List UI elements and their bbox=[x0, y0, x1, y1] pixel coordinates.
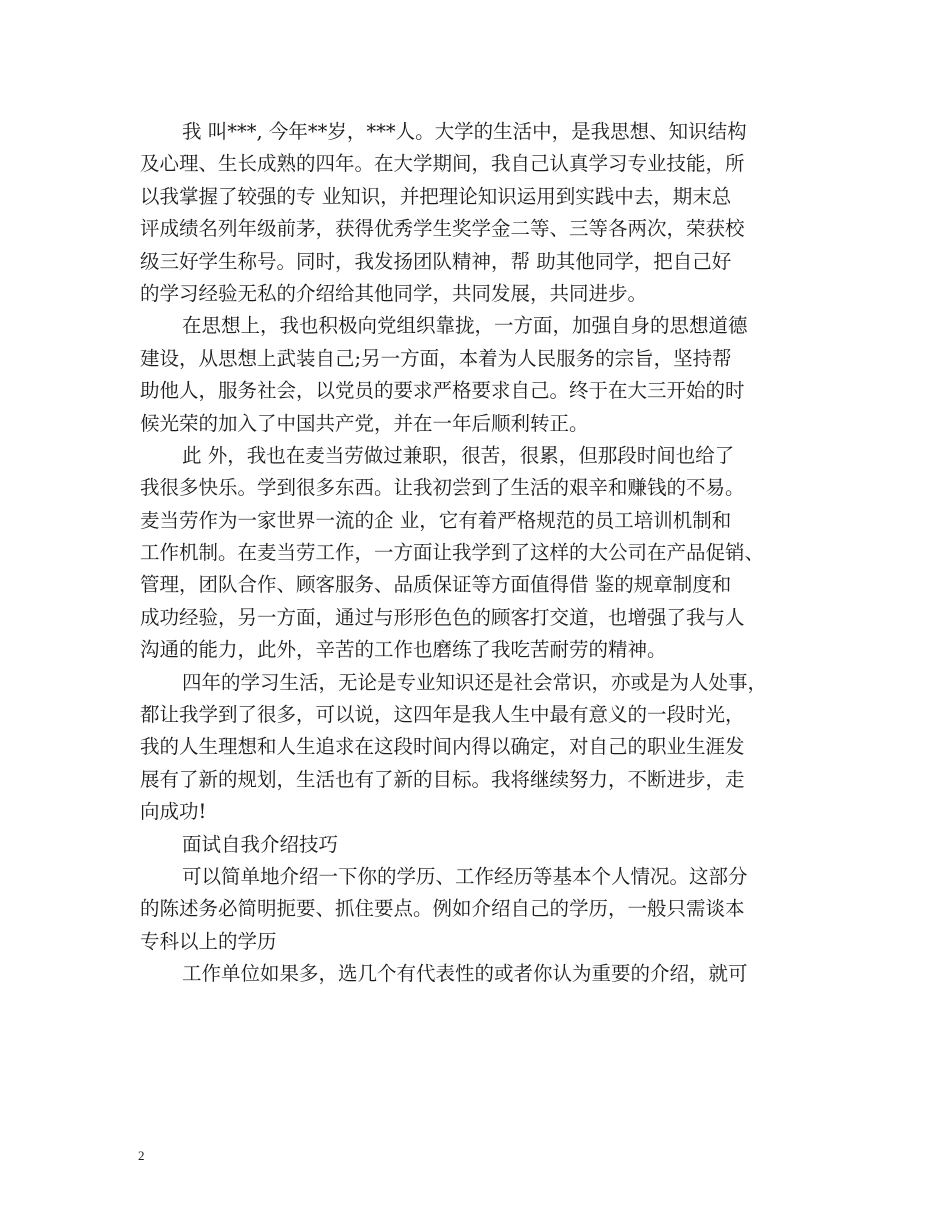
text-line: 四年的学习生活，无论是专业知识还是社会常识，亦或是为人处事， bbox=[182, 670, 768, 694]
text-line: 展有了新的规划，生活也有了新的目标。我将继续努力，不断进步，走 bbox=[140, 767, 745, 791]
text-line: 管理，团队合作、顾客服务、品质保证等方面值得借 鉴的规章制度和 bbox=[140, 573, 732, 597]
text-line: 的陈述务必简明扼要、抓住要点。例如介绍自己的学历，一般只需谈本 bbox=[140, 897, 745, 921]
text-line: 及心理、生长成熟的四年。在大学期间，我自己认真学习专业技能，所 bbox=[140, 152, 745, 176]
text-line: 在思想上，我也积极向党组织靠拢，一方面，加强自身的思想道德 bbox=[182, 314, 748, 338]
text-line: 建设，从思想上武装自己;另一方面，本着为人民服务的宗旨，坚持帮 bbox=[140, 346, 732, 370]
text-line: 向成功! bbox=[140, 800, 207, 824]
text-line: 麦当劳作为一家世界一流的企 业，它有着严格规范的员工培训机制和 bbox=[140, 508, 732, 532]
text-line: 的学习经验无私的介绍给其他同学，共同发展，共同进步。 bbox=[140, 281, 648, 305]
text-line: 工作单位如果多，选几个有代表性的或者你认为重要的介绍，就可 bbox=[182, 962, 748, 986]
text-line: 此 外，我也在麦当劳做过兼职，很苦，很累，但那段时间也给了 bbox=[182, 443, 735, 467]
text-line: 我的人生理想和人生追求在这段时间内得以确定，对自己的职业生涯发 bbox=[140, 735, 745, 759]
text-line: 候光荣的加入了中国共产党，并在一年后顺利转正。 bbox=[140, 411, 589, 435]
text-line: 沟通的能力，此外，辛苦的工作也磨练了我吃苦耐劳的精神。 bbox=[140, 638, 667, 662]
text-line: 可以简单地介绍一下你的学历、工作经历等基本个人情况。这部分 bbox=[182, 864, 748, 888]
document-body bbox=[140, 116, 820, 991]
text-line: 工作机制。在麦当劳工作，一方面让我学到了这样的大公司在产品促销、 bbox=[140, 541, 765, 565]
page-number: 2 bbox=[138, 1148, 145, 1163]
text-line: 我 叫***, 今年**岁，***人。大学的生活中，是我思想、知识结构 bbox=[182, 120, 747, 143]
text-line: 以我掌握了较强的专 业知识，并把理论知识运用到实践中去，期末总 bbox=[140, 184, 732, 208]
text-line: 助他人，服务社会，以党员的要求严格要求自己。终于在大三开始的时 bbox=[140, 379, 745, 403]
text-line: 成功经验，另一方面，通过与形形色色的顾客打交道，也增强了我与人 bbox=[140, 605, 745, 629]
section-heading: 面试自我介绍技巧 bbox=[182, 832, 339, 856]
text-line: 都让我学到了很多，可以说，这四年是我人生中最有意义的一段时光， bbox=[140, 703, 745, 727]
text-line: 专科以上的学历 bbox=[140, 929, 277, 953]
text-line: 级三好学生称号。同时，我发扬团队精神，帮 助其他同学，把自己好 bbox=[140, 249, 732, 273]
text-line: 我很多快乐。学到很多东西。让我初尝到了生活的艰辛和赚钱的不易。 bbox=[140, 476, 745, 500]
text-line: 评成绩名列年级前茅，获得优秀学生奖学金二等、三等各两次，荣获校 bbox=[140, 217, 745, 241]
